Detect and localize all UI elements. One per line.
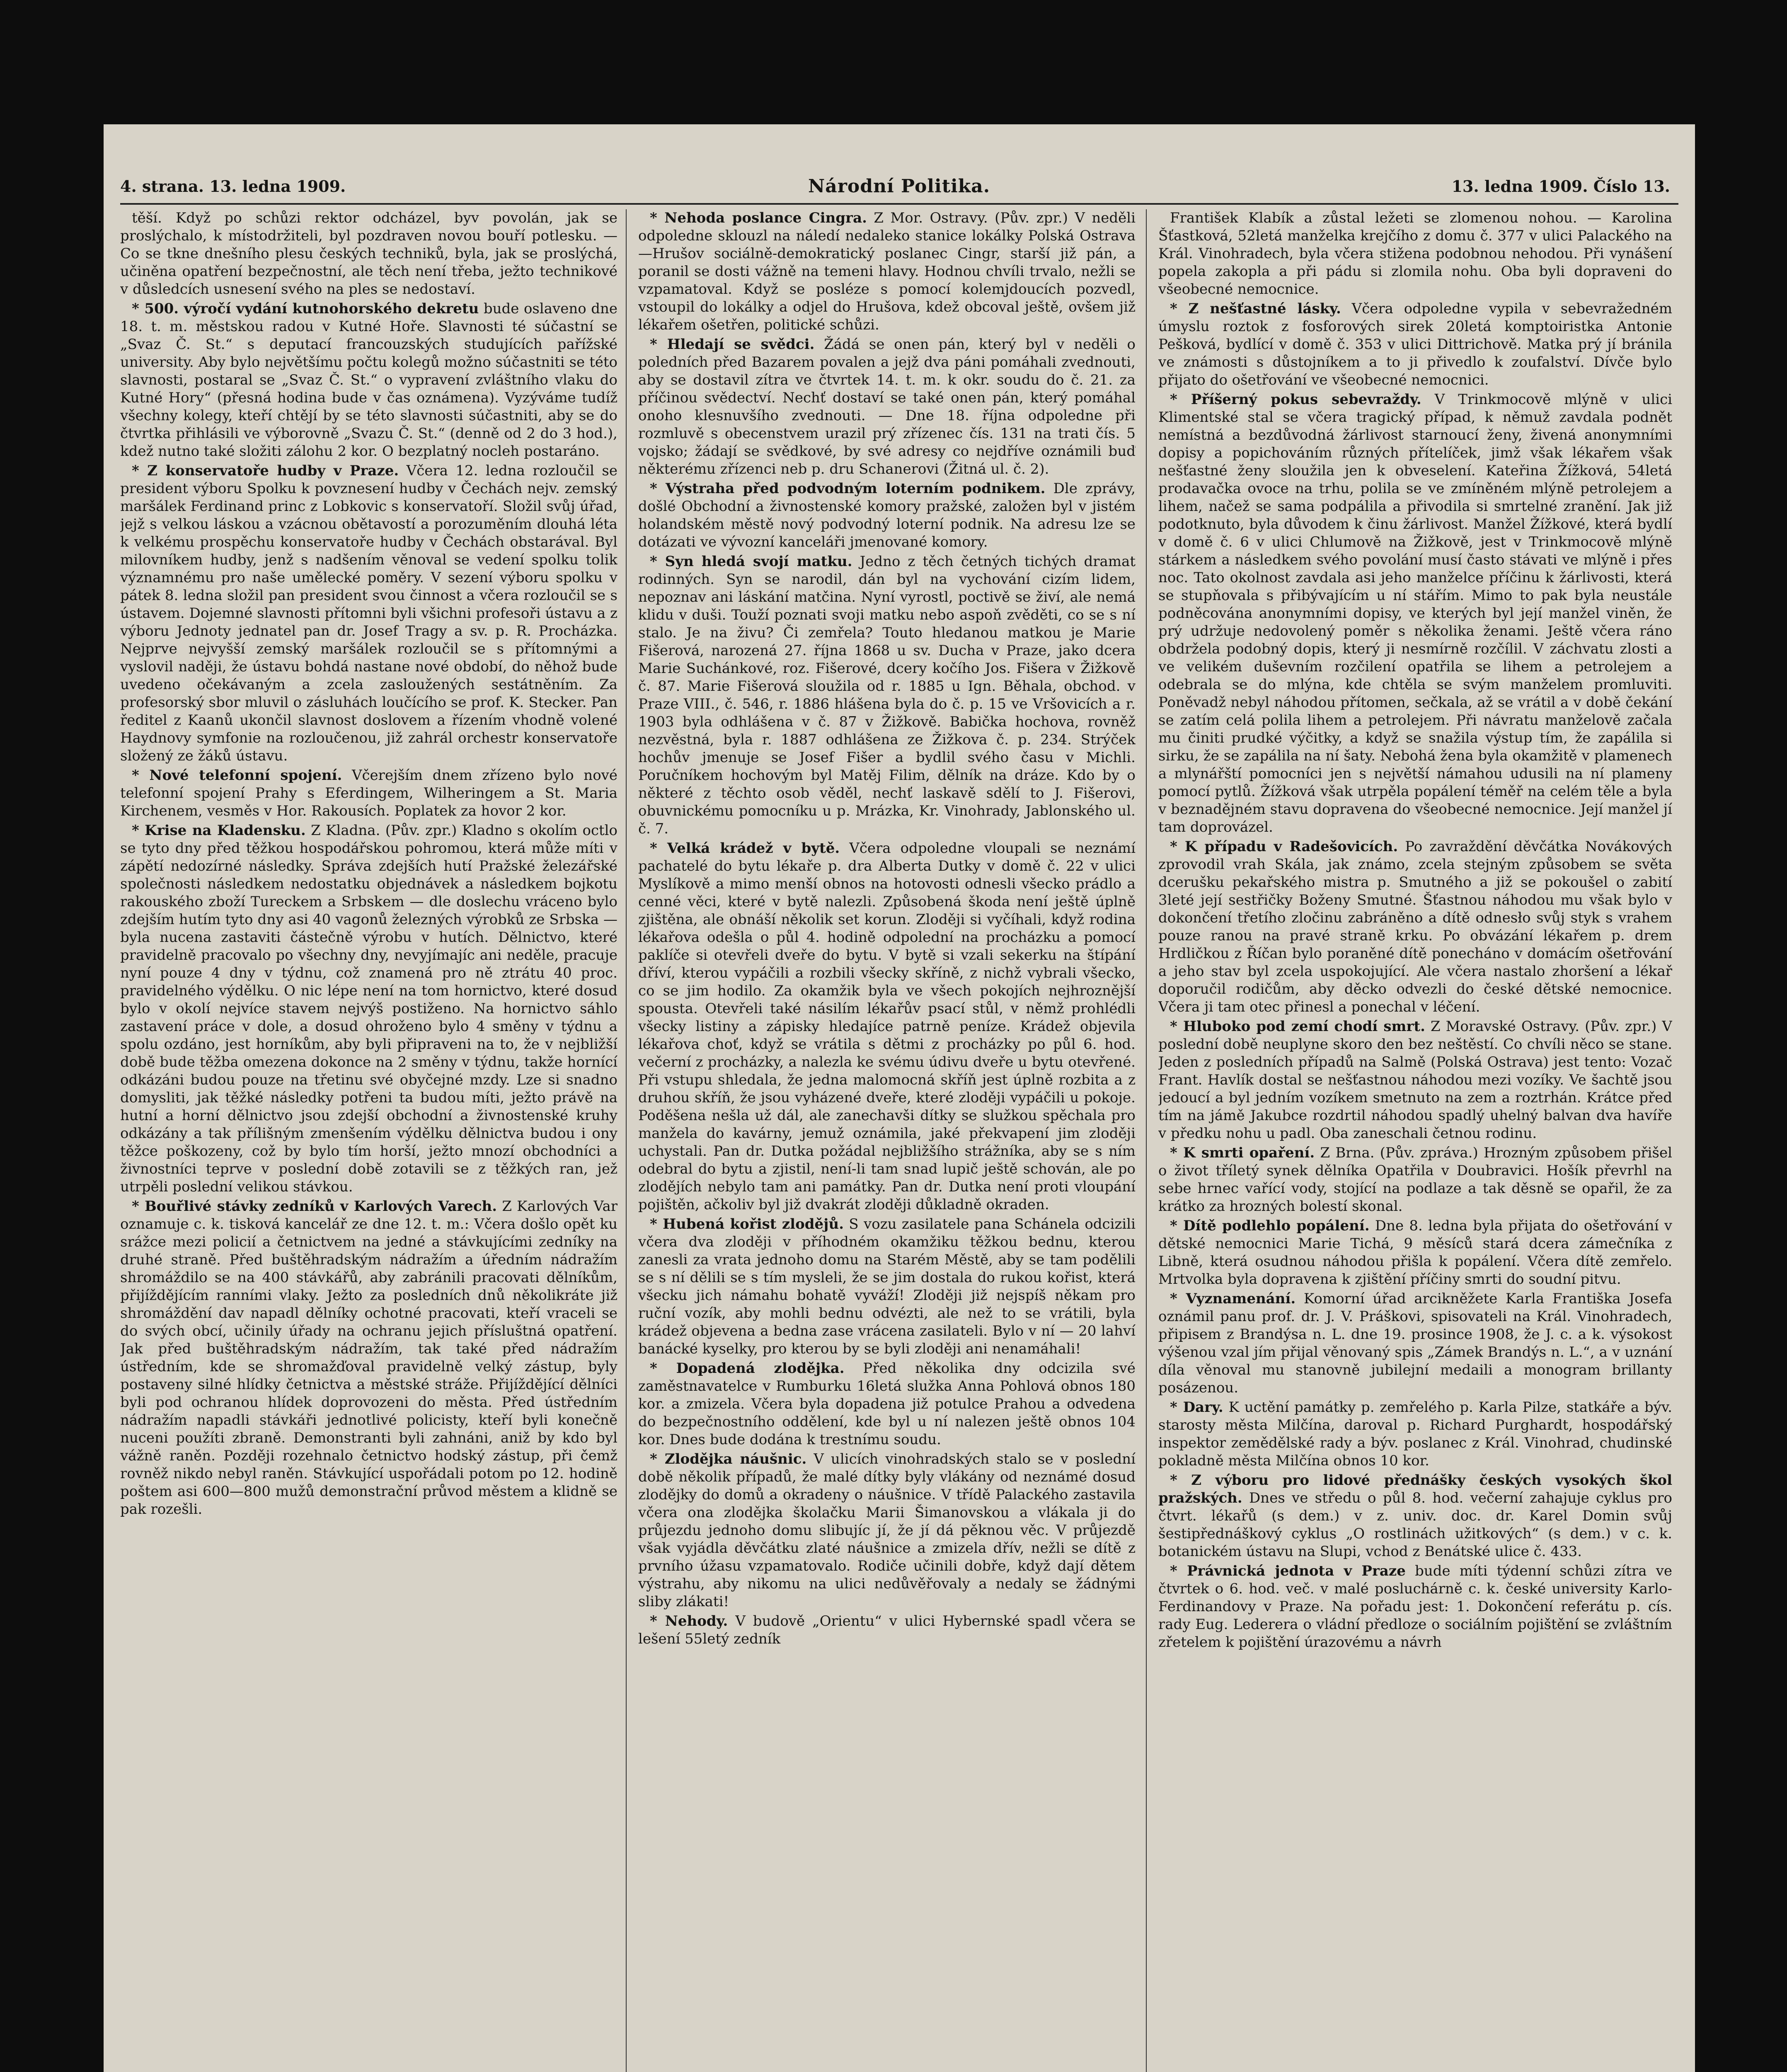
article-text: Dnes ve středu o půl 8. hod. večerní zahajuje cyklus pro čtvrt. lékařů (s dem.) v z. univ. doc. dr. Karel Domin svůj šestipřednáškový cyklus „O rostlinách užitkových“ (s dem.) v c. k. botanickém ústavu na Slupi, vchod z Benátské ulice č. 433. — [1158, 1490, 1672, 1560]
article-text: Z Mor. Ostravy. (Pův. zpr.) V neděli odpoledne sklouzl na náledí nedaleko stanice lokálky Polská Ostrava—Hrušov sociálně-demokratický poslanec Cingr, starší již pán, a poranil se dosti vážně na temeni hlavy. Hodnou chvíli trvalo, nežli se vzpamatoval. Když se posléze s pomocí kolemjdoucích pozvedl, vstoupil do lokálky a odjel do Hrušova, kdež obcoval ještě, ovšem již lékařem ošetřen, politické schůzi. — [638, 210, 1136, 333]
article-text: Včera odpoledne vypila v sebevražedném úmyslu roztok z fosforových sirek 20letá komptoiristka Antonie Pešková, bydlící v domě č. 353 v ulici Dittrichově. Matka prý jí bránila ve známosti s důstojníkem a to ji přivedlo k zoufalství. Dívče bylo přijato do ošetřování ve všeobecné nemocnici. — [1158, 300, 1672, 388]
column-2 — [638, 209, 1136, 2072]
article-heading: * Bouřlivé stávky zedníků v Karlových Varech. — [132, 1198, 497, 1215]
article-paragraph — [638, 480, 1136, 551]
article-heading: * K smrti opaření. — [1170, 1145, 1315, 1161]
article-text: Včera odpoledne vloupali se neznámí pachatelé do bytu lékaře p. dra Alberta Dutky v domě č. 22 v ulici Myslíkově a mimo menší obnos na hotovosti odnesli všecko prádlo a cenné věci, které v bytě nalezli. Způsobená škoda není ještě úplně zjištěna, ale obnáší několik set korun. Zloději si vyčíhali, když rodina lékařova odešla o půl 4. hodině odpolední na procházku a pomocí paklíče si otevřeli dveře do bytu. V bytě si vzali sekerku na štípání dříví, kterou vypáčili a rozbili všecky skříně, z nichž vybrali všecko, co se jim hodilo. Za okamžik byla ve všech pokojích nejhroznější spousta. Otevřeli také násilím lékařův psací stůl, v němž prohlédli všecky listiny a zápisky hledajíce patrně peníze. Krádež objevila lékařova choť, když se vrátila s dětmi z procházky po půl 6. hod. večerní z procházky, a nalezla ke svému údivu dveře u bytu otevřené. Při vstupu shledala, že jedna malomocná skříň jest úplně rozbita a z druhou skříň, že jsou vyházené dveře, které zloději vypáčili u pokoje. Poděšena nešla už dál, ale zanechavši dítky se služkou spěchala pro manžela do kavárny, jemuž oznámila, jaké překvapení jim zloději uchystali. Pan dr. Dutka požádal nejbližšího strážníka, aby se s ním odebral do bytu a zjistil, není-li tam snad lupič ještě schován, ale po zlodějích nebylo tam ani památky. Pan dr. Dutka není proti vloupání pojištěn, ačkoliv byl již dvakrát zloději důkladně okraden. — [638, 840, 1136, 1213]
article-text: Žádá se onen pán, který byl v neděli o poledních před Bazarem povalen a jejž dva páni pomáhali zvednouti, aby se dostavil zítra ve čtvrtek 14. t. m. k okr. soudu do č. 21. za příčinou svědectví. Nechť dostaví se také onen pán, který pomáhal onoho klesnuvšího zvednouti. — Dne 18. října odpoledne při rozmluvě s obecenstvem urazil prý zřízenec čís. 131 na trati čís. 5 vojsko; žádají se svědkové, by své adresy co nejdříve oznámili buď některému zřízenci neb p. dru Schanerovi (Žitná ul. č. 2). — [638, 336, 1136, 477]
article-heading: * Vyznamenání. — [1170, 1290, 1296, 1307]
article-text: Z Moravské Ostravy. (Pův. zpr.) V poslední době neuplyne skoro den bez neštěstí. Co chvíli něco se stane. Jeden z posledních případů na Salmě (Polská Ostrava) jest tento: Vozač Frant. Havlík dostal se nešťastnou náhodou mezi vozíky. Ve šachtě jsou jedoucí a byl jedním vozíkem smetnuto na zem a roztrhán. Krátce před tím na jámě Jakubce rozdrtil náhodou spadlý uhelný balvan dva havíře v předku nohu u padl. Oba zaneschali četnou rodinu. — [1158, 1018, 1672, 1142]
article-heading: * Hluboko pod zemí chodí smrt. — [1170, 1018, 1425, 1035]
article-heading: * K případu v Radešovicích. — [1170, 838, 1398, 855]
article-paragraph — [120, 767, 617, 820]
article-text: Z Karlových Var oznamuje c. k. tisková kancelář ze dne 12. t. m.: Včera došlo opět ku srážce mezi policií a četnictvem na jedné a stávkujícími zedníky na druhé straně. Před buštěhradským nádražím a úředním nádražím shromáždilo se na 400 stávkářů, aby zabránili pracovati dělníkům, přijíždějícím ranními vlaky. Ježto za posledních dnů několikráte již shromáždění dav napadl dělníky ochotné pracovati, kteří vraceli se do svých obcí, učinily úřady na ochranu jejich přísluštná opatření. Jak před buštěhradským nádražím, tak také před nádražím ústředním, kde se shromažďoval pravidelně velký zástup, byly postaveny silné hlídky četnictva a městské stráže. Přijíždějící dělníci byli pod ochranou hlídek doprovozeni do města. Před ústředním nádražím napadli stávkáři jednotlivé policisty, kteří byli konečně nuceni použíti zbraně. Demonstranti byli zahnáni, aniž by kdo byl vážně raněn. Později rozehnalo četnictvo hodský zástup, při čemž rovněž nikdo nebyl raněn. Stávkující uspořádali potom po 12. hodině poštem asi 600—800 mužů demonstrační průvod městem a klidně se pak rozešli. — [120, 1198, 617, 1518]
article-text: František Klabík a zůstal ležeti se zlomenou nohou. — Karolina Šťastková, 52letá manželka krejčího z domu č. 377 v ulici Palackého na Král. Vinohradech, byla včera stižena podobnou nehodou. Při vynášení popela zakopla a při pádu si zlomila nohu. Oba byli dopraveni do všeobecné nemocnice. — [1158, 210, 1672, 298]
article-text: S vozu zasilatele pana Schánela odcizili včera dva zloději v příhodném okamžiku těžkou bednu, kterou zanesli za vrata jednoho domu na Starém Městě, aby se tam podělili se s ní dělili se s tím mysleli, že se jim dostala do rukou kořist, která všecku jich námahu bohatě vyváží! Zloději již nejspíš někam pro ruční vozík, aby mohli bednu odvézti, ale než to se vrátili, byla krádež objevena a bedna zase vrácena zasilateli. Bylo v ní — 20 lahví banácké kyselky, pro kterou by se byli zloději ani nenamáhali! — [638, 1216, 1136, 1357]
column-divider — [1146, 209, 1147, 2072]
page-header — [104, 174, 1695, 203]
article-paragraph — [1158, 1144, 1672, 1215]
article-paragraph — [120, 462, 617, 765]
newspaper-page — [104, 124, 1695, 2072]
article-heading: * Krise na Kladensku. — [132, 822, 306, 839]
article-text: Jedno z těch četných tichých dramat rodinných. Syn se narodil, dán byl na vychování cizím lidem, nepoznav ani láskání matčina. Nyní vyrostl, poctivě se živí, ale nemá klidu v duši. Touží poznati svoji matku nebo aspoň zvěděti, co se s ní stalo. Je na živu? Či zemřela? Touto hledanou matkou je Marie Fišerová, narozená 27. října 1868 u sv. Ducha v Praze, jako dcera Marie Suchánkové, roz. Fišerové, dcery kočího Jos. Fišera v Žižkově č. 87. Marie Fišerová sloužila od r. 1885 u Ign. Běhala, obchod. v Praze VIII., č. 546, r. 1886 hlášena byla do č. p. 15 ve Vršovicích a r. 1903 byla odhlášena v č. 87 v Žižkově. Babička hochova, rovněž nezvěstná, byla r. 1887 odhlášena ze Žižkova č. p. 234. Strýček hochův jmenuje se Josef Fišer a bydlil svého času v Michli. Poručníkem hochovým byl Matěj Filim, dělník na dráze. Kdo by o některé z těchto osob věděl, nechť laskavě sdělí to J. Fišerovi, obuvnickému pomocníku u p. Mrázka, Kr. Vinohrady, Jablonského ul. č. 7. — [638, 553, 1136, 837]
article-heading: * Nehoda poslance Cingra. — [650, 210, 867, 226]
article-paragraph — [638, 1215, 1136, 1358]
article-paragraph — [638, 209, 1136, 334]
article-paragraph — [1158, 1562, 1672, 1651]
masthead-title: Národní Politika. — [808, 176, 990, 197]
header-rule — [120, 203, 1678, 205]
article-paragraph — [1158, 1472, 1672, 1561]
article-heading: * Z konservatoře hudby v Praze. — [132, 462, 399, 479]
article-heading: * Nehody. — [650, 1613, 728, 1629]
article-text: těší. Když po schůzi rektor odcházel, byv povolán, jak se proslýchalo, k místodržiteli, byl pozdraven novou bouří potlesku. — Co se tkne dnešního plesu českých techniků, byla, jak se proslýchá, učiněna opatření bezpečnostní, ale těch není třeba, ježto technikové v důsledcích usnesení svého na ples se nedostaví. — [120, 210, 617, 298]
article-paragraph — [638, 1612, 1136, 1648]
article-paragraph — [638, 1450, 1136, 1611]
article-text: V Trinkmocově mlýně v ulici Klimentské stal se včera tragický případ, k němuž zavdala podnět nemístná a bezdůvodná žárlivost starnoucí ženy, živená anonymními dopisy a popichováním různých přítelíček, jimž však lékařem však nešťastné ženy sloužila jen k obveselení. Kateřina Žížková, 54letá prodavačka ovoce na trhu, polila se ve zmíněném mlýně petrolejem a lihem, načež se sama podpálila a přivodila si smrtelné zranění. Jak již podotknuto, byla důvodem k činu žárlivost. Manžel Žížkové, která bydlí v domě č. 6 v ulici Chlumově na Žižkově, jest v Trinkmocově mlýně stárkem a následkem svého povolání musí často stávati ve mlýně i přes noc. Tato okolnost zavdala asi jeho manželce příčinu k žárlivosti, která se stupňovala s přibývajícím u ní stářím. Mimo to pak byla neustále podněcována anonymními dopisy, ve kterých byl její manžel viněn, že prý udržuje nedovolený poměr s několika ženami. Ještě včera ráno obdržela podobný dopis, který ji nesmírně rozčílil. V záchvatu zlosti a ve velikém duševním rozčilení opatřila se lihem a petrolejem a odebrala se do mlýna, kde chtěla se svým manželem promluviti. Poněvadž nebyl náhodou přítomen, sečkala, až se vrátil a v době čekání se zatím celá polila lihem a petrolejem. Při návratu manželově začala mu činiti prudké výčitky, a když se snažila výstup tím, že zapálila si sirku, že se zapálila na ní šaty. Nebohá žena byla okamžitě v plamenech a mlynářští pomocníci jen s největší námahou udusili na ní plameny pomocí pytlů. Žížková však utrpěla popálení téměř na celém těle a byla v beznadějném stavu dopravena do všeobecné nemocnice. Její manžel jí tam doprovázel. — [1158, 391, 1672, 835]
article-text: Dle zprávy, došlé Obchodní a živnostenské komory pražské, založen byl v jistém holandském městě nový podvodný loterní podnik. Na adresu lze se dotázati ve vývozní kanceláři jmenované komory. — [638, 480, 1136, 550]
article-heading: * Velká krádež v bytě. — [650, 840, 840, 857]
article-text: K uctění památky p. zemřelého p. Karla Pilze, statkáře a býv. starosty města Milčína, daroval p. Richard Purghardt, hospodářský inspektor zemědělské rady a býv. poslanec z Král. Vinohrad, chudinské pokladně města Milčína obnos 10 kor. — [1158, 1399, 1672, 1469]
article-paragraph — [1158, 391, 1672, 836]
column-3 — [1158, 209, 1672, 2072]
article-paragraph — [638, 553, 1136, 838]
article-paragraph — [120, 1198, 617, 1518]
issue-date-number: 13. ledna 1909. Číslo 13. — [1451, 177, 1670, 196]
article-paragraph — [1158, 1399, 1672, 1470]
article-text: Včerejším dnem zřízeno bylo nové telefonní spojení Prahy s Eferdingem, Wilheringem a St. Maria Kirchenem, vesměs v Hor. Rakousích. Poplatek za hovor 2 kor. — [120, 767, 617, 819]
column-divider — [626, 209, 627, 2072]
article-heading: * Dítě podlehlo popálení. — [1170, 1218, 1370, 1234]
article-heading: * Syn hledá svojí matku. — [650, 553, 852, 570]
article-heading: * Výstraha před podvodným loterním podnikem. — [650, 480, 1046, 497]
article-paragraph — [120, 300, 617, 460]
article-paragraph — [638, 840, 1136, 1214]
article-paragraph — [120, 209, 617, 298]
page-number-date: 4. strana. 13. ledna 1909. — [120, 177, 346, 196]
article-text: Před několika dny odcizila své zaměstnavatelce v Rumburku 16letá služka Anna Pohlová obnos 180 kor. a zmizela. Včera byla dopadena již potulce Prahou a odvedena do bezpečnostního oddělení, kde byl u ní nalezen ještě obnos 104 kor. Dnes bude dodána k trestnímu soudu. — [638, 1360, 1136, 1448]
article-heading: * 500. výročí vydání kutnohorského dekretu — [132, 300, 479, 317]
article-paragraph — [1158, 1018, 1672, 1143]
article-heading: * Nové telefonní spojení. — [132, 767, 342, 784]
column-1 — [120, 209, 617, 2072]
article-heading: * Příšerný pokus sebevraždy. — [1170, 391, 1421, 408]
article-heading: * Právnická jednota v Praze — [1170, 1563, 1406, 1579]
article-text: V budově „Orientu“ v ulici Hybernské spadl včera se lešení 55letý zedník — [638, 1613, 1136, 1647]
article-paragraph — [638, 1360, 1136, 1449]
article-heading: * Hubená kořist zlodějů. — [650, 1216, 844, 1232]
article-paragraph — [1158, 1290, 1672, 1397]
article-heading: * Dopadená zlodějka. — [650, 1360, 845, 1377]
article-paragraph — [638, 336, 1136, 478]
article-text: Z Kladna. (Pův. zpr.) Kladno s okolím octlo se tyto dny před těžkou hospodářskou pohromou, která může míti v zápětí nedozírné následky. Správa zdejších hutí Pražské železářské společnosti následkem nedostatku objednávek a následkem bojkotu rakouského zboží Tureckem a Srbskem — dle doslechu vráceno bylo zdejším hutím tyto dny asi 40 vagonů železných výrobků ze Srbska — byla nucena zastaviti částečně výrobu v hutích. Dělnictvo, které pravidelně pracovalo po všechny dny, nevyjímajíc ani neděle, pracuje nyní pouze 4 dny v týdnu, což znamená pro ně ztrátu 40 proc. pravidelného výdělku. O nic lépe není na tom hornictvo, které dosud bylo v okolí nejvíce stavem nejvýš postiženo. Na hornictvo sáhlo zastavení práce v dole, a dosud ohroženo bylo 4 směny v týdnu a spolu ozdáno, jest horníkům, aby byli připraveni na to, že v nejbližší době bude těžba omezena dokonce na 2 směny v týdnu, takže hornící odkázáni budou pouze na třetinu své obyčejné mzdy. Lze si snadno domysliti, jak těžké následky potřeni ta budou míti, ježto právě na hutní a horní dělnictvo jsou zdejší obchodní a živnostenské kruhy odkázány a tak přílišným zmenšením výdělku dělnictva budou i ony těžce poškozeny, což by bylo tím horší, ježto mnozí obchodníci a živnostníci teprve v poslední době zotavili se z těžkých ran, jež utrpěli poslední velikou stávkou. — [120, 822, 617, 1195]
article-text: Po zavraždění děvčátka Novákových zprovodil vrah Skála, jak známo, zcela stejným způsobem se světa dcerušku pekařského mistra p. Smutného a již se pokoušel o zabití 3leté její sestřičky Boženy Smutné. Šťastnou náhodou mu však bylo v dokončení třetího zločinu zabráněno a dítě odnesło svůj styk s vrahem pouze ranou na pravé straně krku. Po obvázání lékařem p. drem Hrdličkou z Říčan bylo poraněné dítě ponecháno v domácím ošetřování a jeho stav byl zcela uspokojující. Ale včera nastalo zhoršení a lékař doporučil rodičům, aby děcko odvezli do české dětské nemocnice. Včera ji tam otec přinesl a ponechal v léčení. — [1158, 838, 1672, 1015]
article-text: bude míti týdenní schůzi zítra ve čtvrtek o 6. hod. več. v malé posluchárně c. k. české university Karlo-Ferdinandovy v Praze. Na pořadu jest: 1. Dokončení referátu p. cís. rady Eug. Lederera o vládní předloze o sociálním pojištění se zvláštním zřetelem k pojištění úrazovému a návrh — [1158, 1563, 1672, 1651]
article-text: bude oslaveno dne 18. t. m. městskou radou v Kutné Hoře. Slavnosti té súčastní se „Svaz Č. St.“ s deputací francouzských studujících pařížské university. Aby bylo největšímu počtu kolegů možno súčastniti se této slavnosti, postaral se „Svaz Č. St.“ o vypravení zvláštního vlaku do Kutné Hory“ (přesná hodina bude v čas oznámena). Vyzýváme tudíž všechny kolegy, kteří chtějí by se této slavnosti súčastniti, aby se do čtvrtka přihlásili ve výborovně „Svazu Č. St.“ (denně od 2 do 3 hod.), kdež nutno také složiti zálohu 2 kor. O bezplatný nocleh postaráno. — [120, 300, 617, 460]
article-text: Včera 12. ledna rozloučil se president výboru Spolku k povznesení hudby v Čechách nejv. zemský maršálek Ferdinand princ z Lobkovic s konservatoří. Složil svůj úřad, jejž s velkou láskou a vzácnou obětavostí a porozuměním dlouhá léta k velkému prospěchu konservatoře hudby v Čechách obstarával. Byl milovníkem hudby, jenž s nadšením věnoval se vedení spolku tolik významnému pro naše umělecké poměry. V sezení výboru spolku v pátek 8. ledna složil pan president svou činnost a včera rozloučil se s ústavem. Dojemné slavnosti přítomni byli všichni profesoři ústavu a z výboru Jednoty jednatel pan dr. Josef Tragy a sv. p. R. Procházka. Nejprve nejvyšší zemský maršálek rozloučil se s přítomnými a vyslovil naději, že ústavu bohdá nastane nové období, do něhož bude uvedeno očekávaným a zcela zasloužených sestátněním. Za profesorský sbor mluvil o zásluhách loučícího se prof. K. Stecker. Pan ředitel z Kaanů ukončil slavnost doslovem a řízením vhodně volené Haydnovy symfonie na rozloučenou, již zahrál orchestr konservatoře složený ze žáků ústavu. — [120, 462, 617, 764]
article-heading: * Dary. — [1170, 1399, 1223, 1416]
article-text: V ulicích vinohradských stalo se v poslední době několik případů, že malé dítky byly vlákány od neznámé dosud zlodějky do domů a okradeny o náušnice. V třídě Palackého zastavila včera ona zlodějka školačku Marii Šimanovskou a vlákala ji do průjezdu jednoho domu slibujíc jí, že jí dá pěknou věc. V průjezdě však vyjádla děvčátku zlaté náušnice a zmizela dřív, nežli se dítě z prvního úžasu vzpamatovalo. Rodiče učinili dobře, když dají dětem výstrahu, aby nikomu na ulici nedůvěřovaly a nedaly se žádnými sliby zlákati! — [638, 1451, 1136, 1610]
article-paragraph — [1158, 1217, 1672, 1288]
article-heading: * Hledají se svědci. — [650, 336, 815, 353]
article-text: Z Brna. (Pův. zpráva.) Hrozným způsobem přišel o život tříletý synek dělníka Opatřila v Doubravici. Hošík převrhl na sebe hrnec vařící vody, stojící na podlaze a tak děsně se opařil, že za krátko za hrozných bolestí skonal. — [1158, 1145, 1672, 1215]
article-paragraph — [120, 822, 617, 1196]
article-text: Komorní úřad arcikněžete Karla Františka Josefa oznámil panu prof. dr. J. V. Práškovi, spisovateli na Král. Vinohradech, připisem z Brandýsa n. L. dne 19. prosince 1908, že J. c. a k. výsokost výšenou vzal jím přijal věnovaný spis „Zámek Brandýs n. L.“, a v uznání díla věnoval mu stanovně jubilejní medaili a monogram brillanty posázenou. — [1158, 1290, 1672, 1396]
article-heading: * Z výboru pro lidové přednášky českých vysokých škol pražských. — [1158, 1472, 1672, 1506]
article-heading: * Z nešťastné lásky. — [1170, 300, 1341, 317]
article-paragraph — [1158, 838, 1672, 1016]
article-heading: * Zlodějka náušnic. — [650, 1451, 807, 1467]
article-text: Dne 8. ledna byla přijata do ošetřování v dětské nemocnici Marie Tichá, 9 měsíců stará dcera zámečníka z Libně, která osudnou náhodou přišla k popálení. Včera dítě zemřelo. Mrtvolka byla dopravena k zjištění příčiny smrti do soudní pitvu. — [1158, 1218, 1672, 1288]
article-paragraph — [1158, 300, 1672, 389]
article-paragraph — [1158, 209, 1672, 298]
